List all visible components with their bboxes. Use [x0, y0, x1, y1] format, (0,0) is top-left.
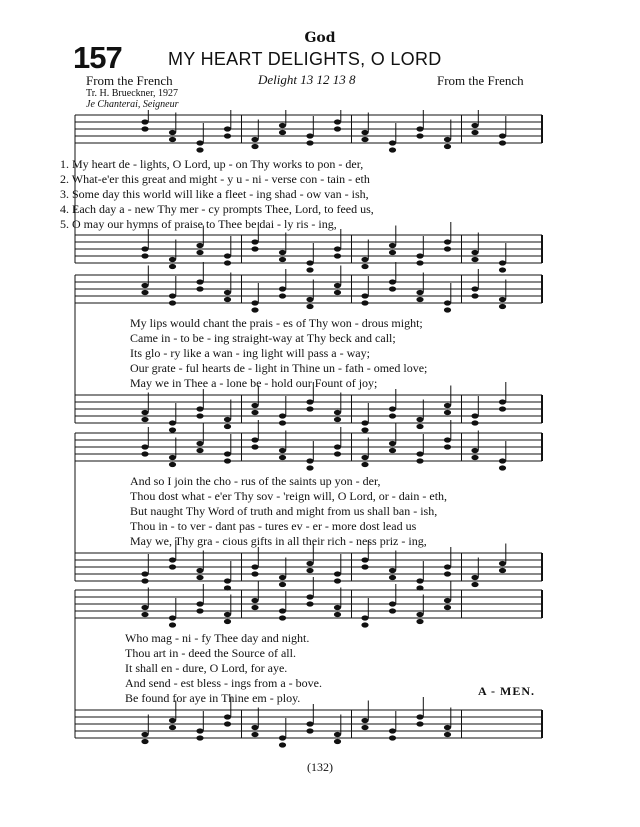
note-head	[141, 444, 148, 449]
note-head	[196, 728, 203, 733]
note-head	[361, 725, 368, 730]
note-head	[444, 598, 451, 603]
note-head	[169, 300, 176, 305]
note-head	[224, 612, 231, 617]
note-head	[471, 123, 478, 128]
note-head	[416, 297, 423, 302]
note-head	[389, 448, 396, 453]
note-head	[224, 133, 231, 138]
section-heading: God	[304, 30, 336, 46]
note-head	[141, 410, 148, 415]
note-head	[306, 594, 313, 599]
lyric-line-3-5: May we, Thy gra - cious gifts in all their rich - ness priz - ing,	[130, 534, 427, 548]
note-head	[416, 290, 423, 295]
note-head	[444, 437, 451, 442]
note-head	[306, 601, 313, 606]
note-head	[334, 739, 341, 744]
note-head	[499, 465, 506, 470]
lyric-line-3-1: And so I join the cho - rus of the saints up yon - der,	[130, 474, 381, 488]
note-head	[334, 605, 341, 610]
page-number: (132)	[307, 760, 333, 774]
note-head	[361, 257, 368, 262]
note-head	[279, 448, 286, 453]
note-head	[306, 304, 313, 309]
note-head	[444, 444, 451, 449]
note-head	[499, 140, 506, 145]
note-head	[471, 448, 478, 453]
note-head	[416, 612, 423, 617]
note-head	[196, 601, 203, 606]
note-head	[334, 451, 341, 456]
note-head	[416, 424, 423, 429]
note-head	[444, 307, 451, 312]
lyric-line-2-4: Our grate - ful hearts de - light in Thine un - fath - omed love;	[130, 361, 428, 375]
note-head	[334, 732, 341, 737]
note-head	[361, 264, 368, 269]
note-head	[389, 140, 396, 145]
note-head	[169, 137, 176, 142]
note-head	[196, 575, 203, 580]
note-head	[251, 137, 258, 142]
note-head	[224, 126, 231, 131]
original-title: Je Chanterai, Seigneur	[86, 99, 179, 110]
lyric-line-2-3: Its glo - ry like a wan - ing light will pass a - way;	[130, 346, 370, 360]
note-head	[251, 246, 258, 251]
note-head	[334, 578, 341, 583]
note-head	[361, 300, 368, 305]
note-head	[279, 575, 286, 580]
note-head	[334, 417, 341, 422]
note-head	[251, 598, 258, 603]
note-head	[361, 615, 368, 620]
lyric-line-4-5: Be found for aye in Thine em - ploy.	[125, 691, 301, 705]
lyric-line-1-4: 4. Each day a - new Thy mer - cy prompts Thee, Lord, to feed us,	[60, 202, 374, 216]
note-head	[361, 420, 368, 425]
note-head	[279, 413, 286, 418]
note-head	[141, 605, 148, 610]
note-head	[306, 465, 313, 470]
note-head	[471, 257, 478, 262]
lyric-line-4-3: It shall en - dure, O Lord, for aye.	[125, 661, 288, 675]
note-head	[361, 622, 368, 627]
note-head	[196, 243, 203, 248]
note-head	[334, 126, 341, 131]
note-head	[334, 410, 341, 415]
note-head	[471, 420, 478, 425]
note-head	[471, 286, 478, 291]
lyric-line-1-2: 2. What-e'er this great and might - y u - ni - verse con - tain - eth	[60, 172, 370, 186]
note-head	[306, 568, 313, 573]
note-head	[444, 144, 451, 149]
note-head	[279, 735, 286, 740]
note-head	[169, 725, 176, 730]
note-head	[444, 410, 451, 415]
note-head	[141, 417, 148, 422]
note-head	[224, 619, 231, 624]
note-head	[499, 260, 506, 265]
note-head	[361, 455, 368, 460]
note-head	[416, 417, 423, 422]
note-head	[196, 735, 203, 740]
lyric-line-4-4: And send - est bless - ings from a - bove.	[125, 676, 322, 690]
note-head	[224, 253, 231, 258]
note-head	[471, 250, 478, 255]
note-head	[416, 721, 423, 726]
note-head	[499, 304, 506, 309]
note-head	[279, 130, 286, 135]
note-head	[141, 578, 148, 583]
note-head	[169, 615, 176, 620]
note-head	[334, 119, 341, 124]
note-head	[389, 441, 396, 446]
note-head	[499, 568, 506, 573]
amen-label: A - MEN.	[478, 684, 535, 698]
note-head	[334, 571, 341, 576]
note-head	[169, 564, 176, 569]
note-head	[196, 441, 203, 446]
lyric-line-2-5: May we in Thee a - lone be - hold our Fount of joy;	[130, 376, 378, 390]
note-head	[279, 582, 286, 587]
note-head	[444, 300, 451, 305]
note-head	[499, 267, 506, 272]
note-head	[361, 564, 368, 569]
note-head	[251, 725, 258, 730]
lyric-line-4-2: Thou art in - deed the Source of all.	[125, 646, 296, 660]
note-head	[251, 144, 258, 149]
note-head	[306, 561, 313, 566]
note-head	[141, 253, 148, 258]
note-head	[361, 718, 368, 723]
note-head	[169, 622, 176, 627]
note-head	[499, 133, 506, 138]
note-head	[334, 283, 341, 288]
translator-credit: Tr. H. Brueckner, 1927	[86, 88, 179, 99]
note-head	[499, 399, 506, 404]
note-head	[251, 239, 258, 244]
note-head	[251, 605, 258, 610]
note-head	[361, 293, 368, 298]
note-head	[196, 140, 203, 145]
note-head	[196, 568, 203, 573]
note-head	[334, 290, 341, 295]
music-source: From the French	[437, 73, 524, 88]
note-head	[279, 286, 286, 291]
note-head	[306, 721, 313, 726]
hymn-title: MY HEART DELIGHTS, O LORD	[168, 49, 442, 69]
lyric-line-3-2: Thou dost what - e'er Thy sov - 'reign will, O Lord, or - dain - eth,	[130, 489, 448, 503]
note-head	[389, 147, 396, 152]
note-head	[444, 564, 451, 569]
note-head	[444, 725, 451, 730]
lyric-line-3-4: Thou in - to ver - dant pas - tures ev - er - more dost lead us	[130, 519, 417, 533]
note-head	[169, 462, 176, 467]
note-head	[251, 410, 258, 415]
note-head	[224, 297, 231, 302]
note-head	[306, 728, 313, 733]
note-head	[196, 406, 203, 411]
note-head	[224, 260, 231, 265]
note-head	[444, 605, 451, 610]
note-head	[224, 714, 231, 719]
note-head	[224, 290, 231, 295]
note-head	[196, 448, 203, 453]
note-head	[251, 444, 258, 449]
note-head	[499, 406, 506, 411]
note-head	[444, 137, 451, 142]
note-head	[169, 130, 176, 135]
note-head	[389, 279, 396, 284]
note-head	[279, 420, 286, 425]
note-head	[224, 451, 231, 456]
note-head	[279, 742, 286, 747]
note-head	[389, 413, 396, 418]
note-head	[141, 126, 148, 131]
note-head	[471, 413, 478, 418]
note-head	[389, 243, 396, 248]
note-head	[306, 267, 313, 272]
note-head	[169, 293, 176, 298]
note-head	[416, 458, 423, 463]
note-head	[389, 735, 396, 740]
note-head	[251, 307, 258, 312]
note-head	[251, 300, 258, 305]
note-head	[196, 286, 203, 291]
lyric-line-1-1: 1. My heart de - lights, O Lord, up - on Thy works to pon - der,	[60, 157, 364, 171]
note-head	[389, 286, 396, 291]
note-head	[499, 561, 506, 566]
note-head	[141, 451, 148, 456]
note-head	[389, 250, 396, 255]
note-head	[444, 246, 451, 251]
note-head	[169, 455, 176, 460]
note-head	[279, 257, 286, 262]
note-head	[471, 130, 478, 135]
note-head	[389, 608, 396, 613]
note-head	[416, 578, 423, 583]
note-head	[279, 123, 286, 128]
note-head	[416, 126, 423, 131]
note-head	[306, 406, 313, 411]
note-head	[444, 732, 451, 737]
note-head	[499, 297, 506, 302]
note-head	[279, 608, 286, 613]
note-head	[196, 250, 203, 255]
lyric-line-3-3: But naught Thy Word of truth and might from us shall ban - ish,	[130, 504, 438, 518]
note-head	[306, 399, 313, 404]
note-head	[416, 714, 423, 719]
note-head	[334, 444, 341, 449]
note-head	[444, 403, 451, 408]
lyric-line-2-2: Came in - to be - ing straight-way at Thy beck and call;	[130, 331, 396, 345]
note-head	[251, 437, 258, 442]
lyric-line-2-1: My lips would chant the prais - es of Thy won - drous might;	[130, 316, 423, 330]
note-head	[279, 455, 286, 460]
tune-name: Delight 13 12 13 8	[258, 72, 356, 87]
note-head	[306, 458, 313, 463]
note-head	[169, 420, 176, 425]
note-head	[389, 601, 396, 606]
note-head	[279, 293, 286, 298]
note-head	[141, 739, 148, 744]
note-head	[169, 257, 176, 262]
note-head	[471, 582, 478, 587]
note-head	[251, 564, 258, 569]
text-source: From the French	[86, 73, 173, 88]
note-head	[306, 297, 313, 302]
note-head	[251, 403, 258, 408]
note-head	[444, 571, 451, 576]
note-head	[224, 458, 231, 463]
note-head	[224, 721, 231, 726]
lyric-line-1-5: 5. O may our hymns of praise to Thee be dai - ly ris - ing,	[60, 217, 337, 231]
note-head	[334, 253, 341, 258]
note-head	[279, 250, 286, 255]
note-head	[224, 417, 231, 422]
note-head	[196, 413, 203, 418]
note-head	[141, 290, 148, 295]
note-head	[471, 575, 478, 580]
note-head	[361, 137, 368, 142]
note-head	[279, 615, 286, 620]
note-head	[334, 612, 341, 617]
note-head	[224, 578, 231, 583]
note-head	[471, 293, 478, 298]
note-head	[361, 130, 368, 135]
note-head	[196, 147, 203, 152]
note-head	[416, 260, 423, 265]
note-head	[141, 571, 148, 576]
note-head	[444, 239, 451, 244]
hymn-number: 157	[73, 40, 122, 75]
note-head	[416, 133, 423, 138]
note-head	[169, 718, 176, 723]
note-head	[196, 608, 203, 613]
note-head	[416, 451, 423, 456]
note-head	[306, 140, 313, 145]
note-head	[141, 246, 148, 251]
lyric-line-4-1: Who mag - ni - fy Thee day and night.	[125, 631, 310, 645]
note-head	[416, 585, 423, 590]
note-head	[416, 619, 423, 624]
note-head	[499, 458, 506, 463]
note-head	[141, 732, 148, 737]
note-head	[196, 279, 203, 284]
note-head	[306, 260, 313, 265]
note-head	[361, 462, 368, 467]
note-head	[416, 253, 423, 258]
note-head	[141, 612, 148, 617]
note-head	[361, 557, 368, 562]
note-head	[169, 264, 176, 269]
note-head	[169, 427, 176, 432]
note-head	[334, 246, 341, 251]
note-head	[141, 119, 148, 124]
note-head	[389, 568, 396, 573]
note-head	[169, 557, 176, 562]
note-head	[361, 427, 368, 432]
note-head	[224, 585, 231, 590]
note-head	[251, 571, 258, 576]
note-head	[141, 283, 148, 288]
note-head	[471, 455, 478, 460]
note-head	[389, 575, 396, 580]
note-head	[389, 406, 396, 411]
note-head	[251, 732, 258, 737]
note-head	[306, 133, 313, 138]
lyric-line-1-3: 3. Some day this world will like a fleet - ing shad - ow van - ish,	[60, 187, 369, 201]
note-head	[224, 424, 231, 429]
note-head	[389, 728, 396, 733]
